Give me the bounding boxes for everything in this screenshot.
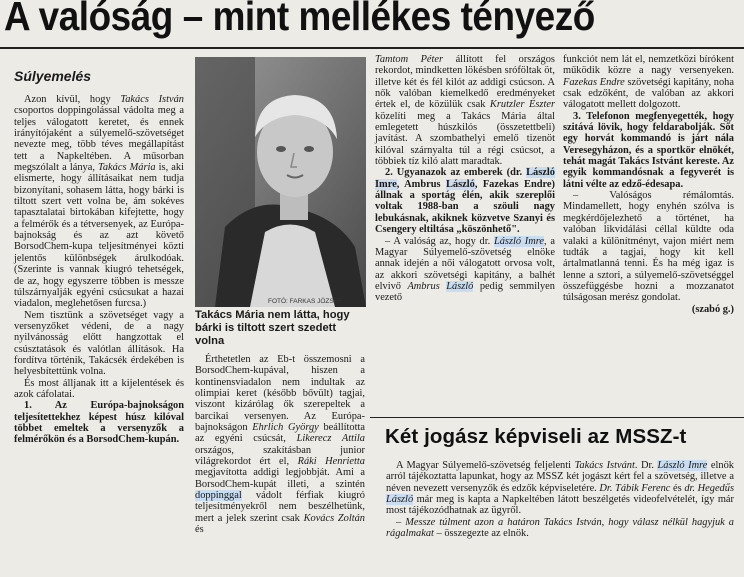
article-column-4: funkciót nem lát el, nemzetközi bírókent működik közre a nagy versenyeken. Fazekas Endre szövetségi kapitány, noha csak edzőként, de valóban az akkori válogatott mellett dolgozott. 3. Telefonon megfenyegették, hogy szitává lövik, hogy feldarabolják. Sőt egy horvát kommandó is járt nála Veresegyházon, és a sportkör elnökét, tehát magát Takács Istvánt kereste. Az egyik kommandósnak a fegyverét is látni vélte az edző-édesapa. – Valóságos rémálomtás. Mindamellett, hogy enyhén szólva is megkérdőjelezhető a történet, ha valóban likvidálási céllal küldte oda valaki a különítményt, vajon miért nem tudták a tagjai, hogy kit kell ártalmatlanná tenni. És ha még igaz is lenne a sztori, a súlyemelő-szövetséggel összefüggésbe hozni a mozzanatot túlságosan merész gondolat. (szabó g.) [563, 54, 734, 315]
box-body: A Magyar Súlyemelő-szövetség feljelenti Takács Istvánt. Dr. László Imre elnök arról tájékoztatta lapunkat, hogy az MSSZ két jogászt kért fel a szövetség, illetve a néven nevezett versenyzők és edzők képviseletére. Dr. Tábik Ferenc és dr. Hegedűs László már meg is kapta a Napkeltében látott beszélgetés videofelvételét, így már most tájékozódhatnak az ügyről. – Messze túlment azon a határon Takács István, hogy válasz nélkül hagyjuk a rágalmakat – összegezte az elnök. [386, 460, 734, 540]
highlight: László [445, 178, 475, 190]
highlight: László Imre [493, 235, 545, 247]
headline-rule [0, 47, 744, 49]
highlight: László [446, 280, 474, 292]
article-column-1: Azon kívül, hogy Takács István csoportos doppingolással vádolta meg a teljes válogatott keretet, és ennek irányítójaként a súlyemelő-szövetséget nevezte meg, több téves megállapítást tett a Napkeltében. A műsorban megszólalt a lánya, Takács Mária is, aki elismerte, hogy állításaikat nem tudja bizonyítani, sohasem látta, hogy bárki is tiltott szert vett volna be, ám sokéves tapasztalatai birtokában kifejtette, hogy a felmérők és a tétversenyek, az Európa-bajnokság és az azt követő BorsodChem-kupa teljesítményei közti jelentős különbségek árulkodóak. (Szerinte is vannak kiugró tehetségek, de az, hogy egyszerre többen is messze túlszárnyalják egyéni csúcsukat a hazai viadalon, meglehetősen furcsa.) Nem tisztünk a szövetséget vagy a versenyzőket védeni, de a nagy nyilvánosság előtt hangzottak el csúsztatások és valótlan állítások. Ha fordítva történik, Takácsék érdekében is helyesbítettünk volna. És most álljanak itt a kijelentések és azok cáfolatai. 1. Az Európa-bajnokságon teljesítettekhez képest húsz kilóval többet emeltek a versenyzők a felmérőkön és a BorsodChem-kupán. [14, 94, 184, 446]
author-signature: (szabó g.) [691, 303, 734, 315]
headline: A valóság – mint mellékes tényező [4, 0, 595, 39]
photo-caption: Takács Mária nem látta, hogy bárki is tiltott szert szedett volna [195, 309, 350, 347]
athlete-portrait [195, 57, 366, 307]
article-column-2: Érthetetlen az Eb-t összemosni a BorsodChem-kupával, hiszen a kontinensviadalon nem indultak az olimpiai keret (később bővült) tagjai, viszont kizárólag ők szerepeltek a barcikai versenyen. Az Európa-bajnokságon Ehrlich György beállította az egyéni csúcsát, Likerecz Attila országos, szakításban junior világrekordot ért el, Ráki Henrietta megjavította addigi legjobbját. Ami a BorsodChem-kupát illeti, a szintén doppinggal vádolt férfiak kiugró teljesítményekről nem beszélhetünk, mert a jelek szerint csak Kovács Zoltán és [195, 354, 365, 536]
section-rubric: Súlyemelés [14, 68, 92, 84]
box-title: Két jogász képviseli az MSSZ-t [385, 425, 687, 448]
highlight: doppinggal [195, 490, 242, 502]
article-photo [195, 57, 366, 307]
article-column-3: Tamtom Péter állított fel országos rekordot, mindketten lökésben sróföltak öt, illetve két és fél kilót az addigi csúcson. A nők valóban kiemelkedő eredményeket értek el, de közülük csak Krutzler Eszter közelíti meg a Takács Mária által emlegetett húszkilós (összetettbeli) javítást. A szombathelyi emelő tizenöt kilóval szárnyalta túl a régi csúcsot, a többiek tíz kiló alatt maradtak. 2. Ugyanazok az emberek (dr. László Imre, Ambrus László, Fazekas Endre) állnak a sportág élén, akik szereplői voltak 1988-ban a szöuli nagy lebukásnak, akiknek közvetve Szanyi és Csengery eltiltása „köszönhető". – A valóság az, hogy dr. László Imre, a Magyar Súlyemelő-szövetség elnöke annak idején a női válogatott orvosa volt, az akkori szövetségi kapitány, a balhét elvivő Ambrus László pedig semmilyen vezető [375, 54, 555, 304]
highlight: László Imre [657, 460, 708, 471]
highlight: László [386, 494, 414, 506]
highlight: László Imre [375, 167, 555, 190]
box-rule [370, 417, 744, 418]
photo-credit: FOTÓ: FARKAS JÓZSEF [268, 298, 343, 305]
